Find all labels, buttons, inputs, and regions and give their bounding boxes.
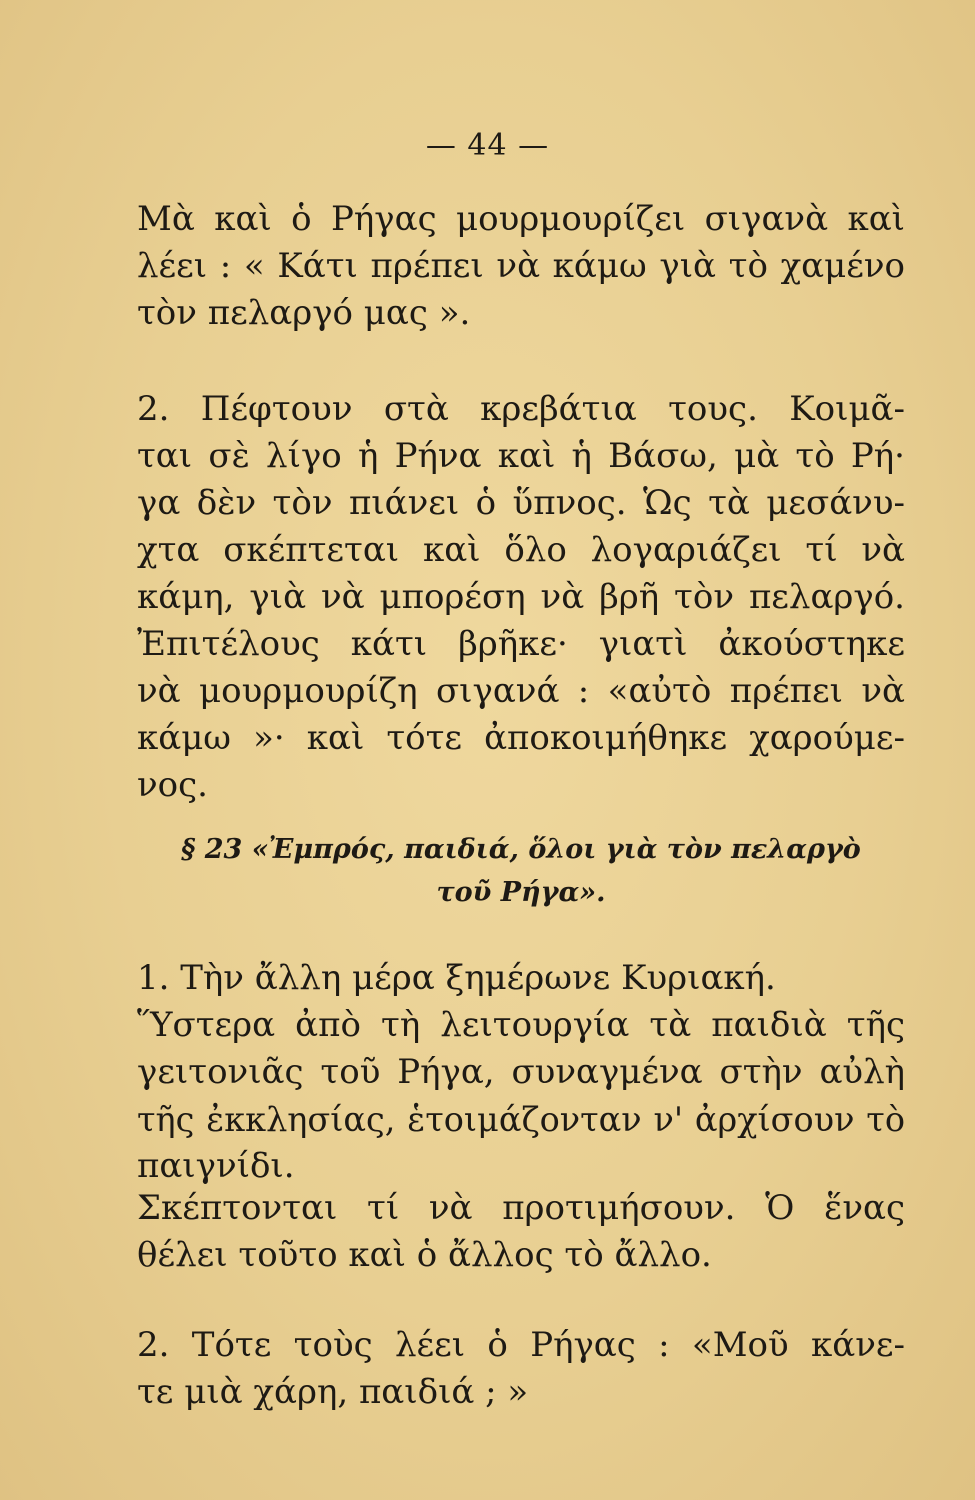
text-line: χτα σκέπτεται καὶ ὅλο λογαριάζει τί νὰ [137,530,905,570]
text-line: Μὰ καὶ ὁ Ρήγας μουρμουρίζει σιγανὰ καὶ [137,199,905,239]
paragraph-2 [137,386,905,809]
text-line: Ἐπιτέλους κάτι βρῆκε· γιατὶ ἀκούστηκε [137,624,905,664]
text-line: τῆς ἐκκλησίας, ἑτοιμάζονταν ν' ἀρχίσουν τὸ [137,1100,905,1139]
text-line: ται σὲ λίγο ἡ Ρήνα καὶ ἡ Βάσω, μὰ τὸ Ρή· [137,436,905,476]
section-heading [137,828,905,914]
page-number: — 44 — [425,128,550,163]
section-heading-line: τοῦ Ρήγα». [436,877,606,908]
text-line: 1. Τὴν ἄλλη μέρα ξημέρωνε Κυριακή. [137,958,776,998]
paragraph-3 [137,955,905,1190]
text-line: κάμη, γιὰ νὰ μπορέση νὰ βρῆ τὸν πελαργό. [137,577,905,617]
text-line: Ὕστερα ἀπὸ τὴ λειτουργία τὰ παιδιὰ τῆς [137,1005,905,1045]
section-heading-line: § 23 «Ἐμπρός, παιδιά, ὅλοι γιὰ τὸν πελαργὸ [181,834,861,865]
text-line: κάμω »· καὶ τότε ἀποκοιμήθηκε χαρούμε- [137,718,905,758]
text-line: 2. Τότε τοὺς λέει ὁ Ρήγας : «Μοῦ κάνε- [137,1325,905,1365]
paragraph-5 [137,1322,905,1416]
text-line: τὸν πελαργό μας ». [137,293,471,333]
text-line: λέει : « Κάτι πρέπει νὰ κάμω γιὰ τὸ χαμένο [137,246,905,286]
paragraph-4 [137,1185,905,1279]
text-line: 2. Πέφτουν στὰ κρεβάτια τους. Κοιμᾶ- [137,389,905,429]
text-line: θέλει τοῦτο καὶ ὁ ἄλλος τὸ ἄλλο. [137,1235,712,1275]
text-line: τε μιὰ χάρη, παιδιά ; » [137,1372,529,1412]
text-line: Σκέπτονται τί νὰ προτιμήσουν. Ὁ ἕνας [137,1188,905,1228]
text-line: νὰ μουρμουρίζη σιγανά : «αὐτὸ πρέπει νὰ [137,671,905,711]
text-line: γα δὲν τὸν πιάνει ὁ ὕπνος. Ὡς τὰ μεσάνυ- [137,483,905,523]
text-line: γειτονιᾶς τοῦ Ρήγα, συναγμένα στὴν αὐλὴ [137,1052,905,1092]
paragraph-1 [137,196,905,337]
text-line: παιγνίδι. [137,1146,295,1186]
text-line: νος. [137,765,208,805]
